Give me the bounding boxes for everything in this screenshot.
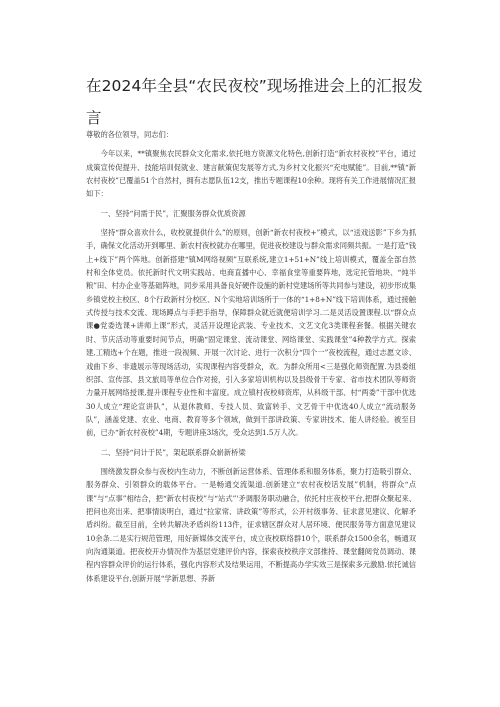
section-2-paragraph: 围绕激发群众参与夜校内生动力，不断创新运营体系、管理体系和服务体系，聚力打造吸引群众、服务群众、引领群众的载体平台。一是畅通交流渠道.创新建立“农村夜校话发展”机制，将群众“点课”与“点事”相结合，把“新农村夜校”与“站式”'矛调服务职动融合，依托村庄夜校平台,把群众聚起来、把问也亮出来、把事情谈明白，通过“拉家常、讲政策”等形式，公开村级事务、征求意见建议、化解矛盾纠纷。截至目前，全转共解决矛盾纠纷113件，征求辖区群众对人居环境、便民服务等方面意见建议10余条.二是实行规范管理，用好新媒体交流平台，成立夜校联络群10个，联系群众1500余名，畅通双向沟通渠道。把夜校开办情况作为基层党建评价内容，探索夜校秩序文部推持、课堂翻阅党员调动、课程内容群众评价的运行体系，强化内容形式及结果运用，不断提高办学实效三是探索多元激励.依托诚信体系建设平台,创新开展“学新思想、养新 <box>86 466 416 583</box>
section-heading-2: 二、坚持“问计于民”，架起联系群众崭新桥梁 <box>100 447 246 457</box>
document-body <box>86 128 416 585</box>
section-heading-1: 一、坚持“问需于民”，汇聚服务群众优质资源 <box>100 208 246 218</box>
page-title: 在2024年全县“农民夜校”现场推进会上的汇报发言 <box>86 77 423 127</box>
intro-paragraph: 今年以来，**镇聚焦农民群众文化需求,依托地方资源文化特色,创新打造“新农村夜校”平台，通过成策宣传促提升、技能培训促就业、建言献策促发展等方式,为乡村文化振兴“充电赋能”。目前,**镇“新农村夜校”已覆盖51个自然村，拥有志愿队伍12支，推出专题课程10余种。现将有关工作进展情况汇报如下： <box>86 149 416 199</box>
section-1-paragraph: 坚持“群众喜欢什么，收校就提供什么”的原则，创新“新农村夜校+”模式，以“送戏送影”下乡为抓手，确保文化活动开到哪里、新农村夜校就办在哪里，促进夜校建设与群众需求同频共振。一是打造“钱上+线下”两个阵地。创新搭建“镇M网络视频”互联系统,建立1+51+N”线上培训模式，覆盖全部自然村和全体党员。依托新时代文明实践站、电商直播中心、幸福食堂等重要阵地，选定托管地块、“炖半粮”田、村办企业等基础阵地，同步采用具备良好硬件设施的新村党建场所等共同参与建设，初步形成集乡镇党校主校区、8个行政新村分校区、N个实地培训场所于一体的“1+8+N”线下培训体系，通过接触式传授与技术交流、现场蹲点与手把手指导，保障群众就近就便培训学习.二是灵活设置课程.以“群众点课●党委选课+讲师上课”形式，灵活开设理论武装、专业技术、文艺文化3类课程套餐。根据关键农时、节庆活动等重要时间节点，明确“固定课堂、流动课堂、网络课堂、实践课堂”4种教学方式。探索建,工精选+个在题，推进一段视频、开展一次讨论、进行一次积分“四个一”夜校流程，通过志愿文诊、戏曲下乡、非遗展示等现场活动，实现课程内容受群众，欢。为群众所用<三是强化师资配置.为县委组织部、宣传部、县文旅局等单位合作对接，引入多家培训机构以及县级骨干专家、省市技术团队等师资力量开展网络授课,提升课程专业性和丰富度。成立镇村夜校师资库，从科级干部、村“两委”干部中优选30人成立“理论宣讲队”，从退休教师、专技人员、致富转手、文艺骨干中优选40人成立“流动服务队”，涵盖党建、农业、电商、教育等多个领域，做到干部讲政策、专家讲技术、能人讲经验。被至目前，已办“新农村夜校”4期，专题讲座3场次，受众达到1.5万人次。 <box>86 228 416 438</box>
salutation: 尊敬的各位领导，同志们： <box>86 130 173 139</box>
